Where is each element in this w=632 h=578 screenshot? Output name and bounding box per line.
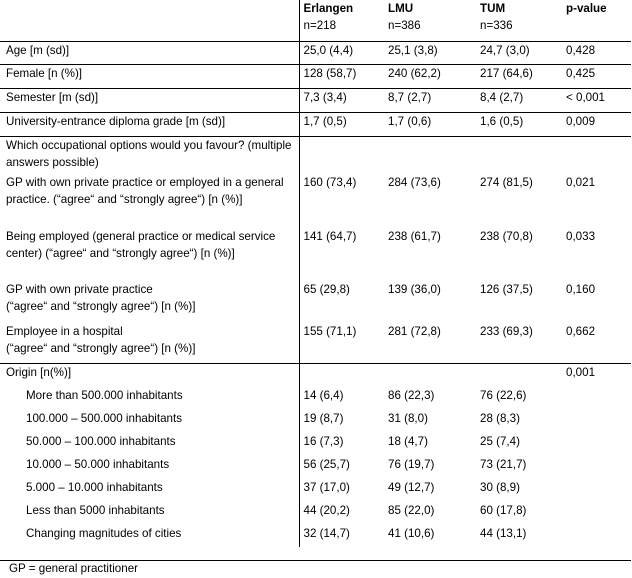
cell-erlangen: 19 (8,7) <box>303 412 344 425</box>
table-row <box>0 64 631 88</box>
table-row <box>0 323 631 363</box>
cell-lmu: 1,7 (0,6) <box>384 112 476 136</box>
row-label: 50.000 – 100.000 inhabitants <box>0 433 299 456</box>
cell-lmu: 85 (22,0) <box>388 504 435 517</box>
row-label <box>0 281 299 323</box>
header-lmu <box>384 0 476 41</box>
footnote: GP = general practitioner <box>9 562 139 575</box>
row-label-line1: GP with own private practice <box>6 283 153 296</box>
header-pvalue-label: p-value <box>566 2 607 15</box>
header-row <box>0 0 631 41</box>
cell-pvalue: 0,021 <box>566 176 596 189</box>
cell-tum: 8,4 (2,7) <box>476 88 562 112</box>
cell-erlangen: 16 (7,3) <box>303 435 344 448</box>
row-label: More than 500.000 inhabitants <box>0 387 299 410</box>
row-label: Age [m (sd)] <box>0 41 299 64</box>
row-label: Being employed (general practice or medical service center) (“agree“ and “strongly agree“) [n (%)] <box>0 228 299 281</box>
table-row <box>0 410 631 433</box>
cell-tum <box>476 363 562 387</box>
cell-lmu: 281 (72,8) <box>388 325 441 338</box>
cell-tum: 76 (22,6) <box>480 389 527 402</box>
cell-tum: 28 (8,3) <box>480 412 520 425</box>
cell-erlangen: 1,7 (0,5) <box>299 112 384 136</box>
cell-erlangen <box>299 363 384 387</box>
cell-tum: 238 (70,8) <box>480 230 533 243</box>
header-erlangen-n: n=218 <box>303 19 337 33</box>
cell-tum: 30 (8,9) <box>480 481 520 494</box>
table-row <box>0 479 631 502</box>
row-label-section: Origin [n(%)] <box>0 363 299 387</box>
cell-tum: 126 (37,5) <box>480 283 533 296</box>
table-row <box>0 363 631 387</box>
cell-erlangen: 65 (29,8) <box>303 283 350 296</box>
row-label-line2: (“agree“ and “strongly agree“) [n (%)] <box>6 342 196 356</box>
cell-pvalue: 0,009 <box>562 112 631 136</box>
cell-erlangen: 56 (25,7) <box>303 458 350 471</box>
row-label <box>0 323 299 363</box>
row-label: Female [n (%)] <box>0 64 299 88</box>
header-empty-cell <box>0 0 299 41</box>
table-row <box>0 174 631 228</box>
cell-tum: 24,7 (3,0) <box>476 41 562 64</box>
cell-tum: 1,6 (0,5) <box>476 112 562 136</box>
header-lmu-n: n=386 <box>388 19 421 33</box>
cell-erlangen: 44 (20,2) <box>303 504 350 517</box>
table-row <box>0 41 631 64</box>
cell-pvalue <box>562 433 631 456</box>
cell-pvalue: 0,033 <box>566 230 596 243</box>
cell-lmu: 86 (22,3) <box>388 389 435 402</box>
cell-erlangen: 128 (58,7) <box>299 64 384 88</box>
cell-lmu: 18 (4,7) <box>388 435 428 448</box>
table-row <box>0 228 631 281</box>
cell-erlangen: 25,0 (4,4) <box>299 41 384 64</box>
cell-erlangen: 160 (73,4) <box>303 176 357 189</box>
cell-lmu: 240 (62,2) <box>384 64 476 88</box>
row-label: Less than 5000 inhabitants <box>0 502 299 525</box>
header-tum-n: n=336 <box>480 19 513 33</box>
cell-lmu: 31 (8,0) <box>388 412 428 425</box>
row-label: 100.000 – 500.000 inhabitants <box>0 410 299 433</box>
cell-pvalue <box>562 410 631 433</box>
cell-pvalue: < 0,001 <box>562 88 631 112</box>
cell-pvalue <box>562 136 631 174</box>
cell-lmu: 139 (36,0) <box>388 283 441 296</box>
cell-pvalue: 0,001 <box>562 363 631 387</box>
cell-pvalue: 0,160 <box>566 283 596 296</box>
table-row <box>0 112 631 136</box>
row-label: University-entrance diploma grade [m (sd)] <box>0 112 299 136</box>
cell-pvalue <box>562 525 631 547</box>
row-label: 5.000 – 10.000 inhabitants <box>0 479 299 502</box>
cell-pvalue: 0,425 <box>562 64 631 88</box>
cell-erlangen: 155 (71,1) <box>303 325 357 338</box>
table-row <box>0 88 631 112</box>
cell-pvalue <box>562 479 631 502</box>
row-label-line1: Employee in a hospital <box>6 325 123 338</box>
table-row <box>0 502 631 525</box>
cell-tum <box>476 136 562 174</box>
cell-tum: 217 (64,6) <box>476 64 562 88</box>
row-label: Changing magnitudes of cities <box>0 525 299 547</box>
header-pvalue <box>562 0 631 41</box>
cell-lmu: 76 (19,7) <box>388 458 435 471</box>
table-row <box>0 281 631 323</box>
cell-lmu: 284 (73,6) <box>388 176 441 189</box>
cell-lmu: 238 (61,7) <box>388 230 441 243</box>
cell-tum: 274 (81,5) <box>480 176 533 189</box>
cell-lmu: 25,1 (3,8) <box>384 41 476 64</box>
header-erlangen-label: Erlangen <box>303 2 354 15</box>
header-lmu-label: LMU <box>388 2 414 15</box>
table-row <box>0 433 631 456</box>
cell-tum: 233 (69,3) <box>480 325 533 338</box>
cell-pvalue <box>562 387 631 410</box>
cell-lmu: 8,7 (2,7) <box>384 88 476 112</box>
cell-erlangen <box>299 136 384 174</box>
row-label-line2: (“agree“ and “strongly agree“) [n (%)] <box>6 300 196 314</box>
cell-tum: 25 (7,4) <box>480 435 520 448</box>
row-label-section: Which occupational options would you favour? (multiple answers possible) <box>0 136 299 174</box>
cell-lmu: 49 (12,7) <box>388 481 435 494</box>
header-tum <box>476 0 562 41</box>
cell-erlangen: 7,3 (3,4) <box>299 88 384 112</box>
table-row <box>0 525 631 547</box>
cell-erlangen: 32 (14,7) <box>303 527 350 540</box>
cell-lmu <box>384 136 476 174</box>
cell-erlangen: 141 (64,7) <box>303 230 357 243</box>
cell-lmu <box>384 363 476 387</box>
cell-erlangen: 37 (17,0) <box>303 481 350 494</box>
row-label: GP with own private practice or employed in a general practice. (“agree“ and “strongly agree“) [n (%)] <box>0 174 299 228</box>
table-row <box>0 456 631 479</box>
cell-pvalue: 0,662 <box>566 325 596 338</box>
cell-erlangen: 14 (6,4) <box>303 389 344 402</box>
row-label: 10.000 – 50.000 inhabitants <box>0 456 299 479</box>
cell-pvalue <box>562 456 631 479</box>
table-row <box>0 136 631 174</box>
row-label: Semester [m (sd)] <box>0 88 299 112</box>
cell-tum: 73 (21,7) <box>480 458 527 471</box>
cell-tum: 44 (13,1) <box>480 527 527 540</box>
cell-pvalue: 0,428 <box>562 41 631 64</box>
cell-tum: 60 (17,8) <box>480 504 527 517</box>
header-erlangen <box>299 0 384 41</box>
cell-pvalue <box>562 502 631 525</box>
table-row <box>0 387 631 410</box>
header-tum-label: TUM <box>480 2 506 15</box>
cell-lmu: 41 (10,6) <box>388 527 435 540</box>
